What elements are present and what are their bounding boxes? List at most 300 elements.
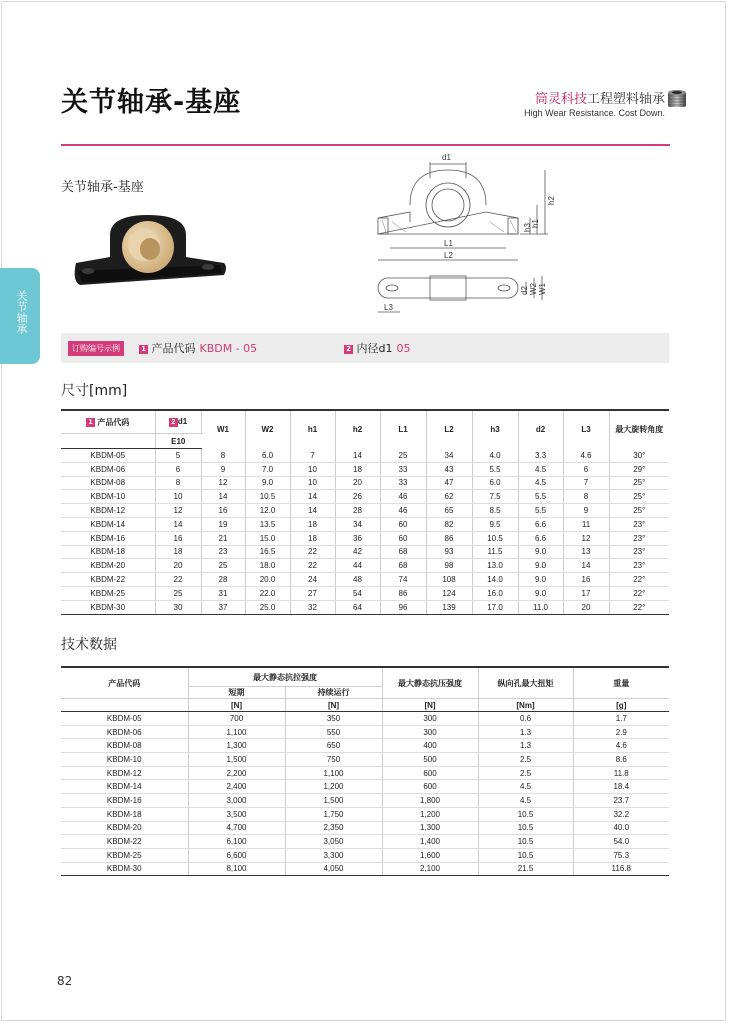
table-cell: 9 — [201, 462, 245, 476]
table-cell: 18.4 — [573, 780, 669, 794]
table-cell: 1,600 — [382, 848, 478, 862]
table-cell: 13.5 — [245, 517, 290, 531]
table-cell: 13 — [563, 545, 609, 559]
table-row — [61, 780, 669, 794]
table-cell: 19 — [201, 517, 245, 531]
product-code-cell: KBDM-08 — [61, 476, 155, 490]
table-cell: 4.6 — [563, 449, 609, 463]
table-cell: 30 — [155, 600, 201, 614]
table-cell: 10.5 — [245, 490, 290, 504]
drawing-label-h2: h2 — [547, 196, 556, 205]
table-cell: 3,300 — [285, 848, 382, 862]
table-row — [61, 449, 669, 463]
table-cell: 20 — [335, 476, 380, 490]
table-cell: 11.8 — [573, 766, 669, 780]
table-cell: 20 — [155, 559, 201, 573]
product-code-cell: KBDM-10 — [61, 753, 188, 767]
table-cell: 8,100 — [188, 862, 285, 876]
table-cell: 4.5 — [518, 462, 563, 476]
table-cell: 12 — [201, 476, 245, 490]
order-product-code — [139, 340, 257, 356]
page-number: 82 — [57, 974, 73, 988]
unit-empty — [61, 699, 188, 712]
table-cell: 1,800 — [382, 794, 478, 808]
order-num-badge-2: 2 — [344, 345, 353, 354]
table-cell: 18 — [335, 462, 380, 476]
product-code-cell: KBDM-20 — [61, 559, 155, 573]
table-cell: 25.0 — [245, 600, 290, 614]
header-weight: 重量 — [573, 667, 669, 699]
table-cell: 11.0 — [518, 600, 563, 614]
brand-name-part2: 工程塑料轴承 — [586, 92, 665, 107]
table-cell: 25 — [201, 559, 245, 573]
table-cell: 21 — [201, 531, 245, 545]
table-cell: 14 — [201, 490, 245, 504]
product-code-cell: KBDM-22 — [61, 835, 188, 849]
table-cell: 31 — [201, 586, 245, 600]
table-cell: 10.5 — [472, 531, 518, 545]
table-cell: 54.0 — [573, 835, 669, 849]
header-product-code — [61, 410, 155, 434]
header-cell: L2 — [426, 410, 472, 449]
drawing-label-l3: L3 — [384, 303, 393, 312]
product-code-cell: KBDM-18 — [61, 545, 155, 559]
drawing-label-h3: h3 — [523, 223, 532, 232]
table-cell: 1.3 — [478, 725, 573, 739]
product-code-cell: KBDM-30 — [61, 862, 188, 876]
table-cell: 21.5 — [478, 862, 573, 876]
table-cell: 2,400 — [188, 780, 285, 794]
product-code-cell: KBDM-14 — [61, 780, 188, 794]
drawing-label-d1: d1 — [442, 153, 451, 162]
table-cell: 14 — [335, 449, 380, 463]
dimensions-body — [61, 449, 669, 615]
drawing-label-w1: W1 — [538, 283, 547, 295]
table-cell: 12.0 — [245, 504, 290, 518]
table-cell: 3,500 — [188, 807, 285, 821]
table-cell: 60 — [380, 531, 426, 545]
table-cell: 46 — [380, 504, 426, 518]
table-row — [61, 531, 669, 545]
header-cell: W1 — [201, 410, 245, 449]
table-cell: 7 — [563, 476, 609, 490]
table-cell: 1,100 — [188, 725, 285, 739]
unit-cell: [N] — [285, 699, 382, 712]
table-cell: 2,200 — [188, 766, 285, 780]
header-compressive-strength: 最大静态抗压强度 — [382, 667, 478, 699]
product-subtitle: 关节轴承-基座 — [61, 180, 144, 195]
order-example-tag: 订购编号示例 — [68, 341, 124, 356]
table-cell: 8 — [563, 490, 609, 504]
table-cell: 1,300 — [188, 739, 285, 753]
table-row — [61, 462, 669, 476]
table-cell: 82 — [426, 517, 472, 531]
order-inner-diameter-label: 内径d1 — [356, 342, 393, 355]
table-cell: 108 — [426, 573, 472, 587]
header-cell: L3 — [563, 410, 609, 449]
table-cell: 10.5 — [478, 835, 573, 849]
table-cell: 28 — [335, 504, 380, 518]
table-cell: 9.0 — [245, 476, 290, 490]
table-cell: 550 — [285, 725, 382, 739]
table-cell: 6.0 — [245, 449, 290, 463]
table-cell: 46 — [380, 490, 426, 504]
table-cell: 11 — [563, 517, 609, 531]
table-cell: 3,000 — [188, 794, 285, 808]
table-cell: 12 — [563, 531, 609, 545]
table-cell: 37 — [201, 600, 245, 614]
table-cell: 96 — [380, 600, 426, 614]
table-row — [61, 573, 669, 587]
header-cell: L1 — [380, 410, 426, 449]
table-row — [61, 517, 669, 531]
table-cell: 400 — [382, 739, 478, 753]
table-cell: 18.0 — [245, 559, 290, 573]
table-cell: 93 — [426, 545, 472, 559]
header-cell: 最大旋转角度 — [609, 410, 669, 449]
table-cell: 22° — [609, 573, 669, 587]
header-cell: h1 — [290, 410, 335, 449]
table-cell: 4.0 — [472, 449, 518, 463]
order-example-bar — [61, 333, 669, 363]
table-cell: 1,500 — [188, 753, 285, 767]
table-cell: 23° — [609, 531, 669, 545]
table-cell: 16 — [563, 573, 609, 587]
table-cell: 22 — [290, 559, 335, 573]
product-code-cell: KBDM-05 — [61, 712, 188, 726]
table-cell: 86 — [380, 586, 426, 600]
product-code-cell: KBDM-20 — [61, 821, 188, 835]
table-cell: 124 — [426, 586, 472, 600]
table-cell: 10 — [290, 462, 335, 476]
table-cell: 23 — [201, 545, 245, 559]
table-cell: 3,050 — [285, 835, 382, 849]
brand-name — [524, 88, 665, 107]
table-row — [61, 504, 669, 518]
table-cell: 48 — [335, 573, 380, 587]
table-cell: 1,200 — [382, 807, 478, 821]
table-cell: 1,500 — [285, 794, 382, 808]
header-cell: d2 — [518, 410, 563, 449]
table-cell: 3.3 — [518, 449, 563, 463]
table-cell: 22.0 — [245, 586, 290, 600]
table-cell: 65 — [426, 504, 472, 518]
table-cell: 20.0 — [245, 573, 290, 587]
table-cell: 18 — [290, 531, 335, 545]
table-row — [61, 821, 669, 835]
brand-block — [524, 88, 665, 118]
unit-cell: [N] — [188, 699, 285, 712]
col-num-badge-2: 2 — [169, 418, 178, 427]
table-row — [61, 835, 669, 849]
table-cell: 5 — [155, 449, 201, 463]
dimensions-heading: 尺寸[mm] — [61, 383, 128, 399]
table-cell: 6 — [155, 462, 201, 476]
table-cell: 7 — [290, 449, 335, 463]
product-code-cell: KBDM-18 — [61, 807, 188, 821]
table-cell: 4.5 — [478, 780, 573, 794]
table-cell: 139 — [426, 600, 472, 614]
product-code-cell: KBDM-16 — [61, 794, 188, 808]
table-cell: 68 — [380, 559, 426, 573]
order-inner-diameter-value: 05 — [396, 342, 411, 355]
table-cell: 25 — [380, 449, 426, 463]
table-cell: 5.5 — [518, 490, 563, 504]
table-cell: 9.5 — [472, 517, 518, 531]
table-cell: 22 — [155, 573, 201, 587]
table-cell: 28 — [201, 573, 245, 587]
table-cell: 23° — [609, 559, 669, 573]
table-cell: 1,400 — [382, 835, 478, 849]
table-cell: 75.3 — [573, 848, 669, 862]
table-cell: 43 — [426, 462, 472, 476]
table-cell: 15.0 — [245, 531, 290, 545]
header-cell: W2 — [245, 410, 290, 449]
table-cell: 6.6 — [518, 517, 563, 531]
table-cell: 18 — [155, 545, 201, 559]
table-cell: 22° — [609, 586, 669, 600]
dimensions-table — [61, 409, 669, 615]
table-cell: 350 — [285, 712, 382, 726]
table-row — [61, 476, 669, 490]
header-d1-label: d1 — [177, 417, 188, 427]
table-cell: 34 — [335, 517, 380, 531]
table-cell: 13.0 — [472, 559, 518, 573]
table-cell: 1.7 — [573, 712, 669, 726]
table-cell: 600 — [382, 766, 478, 780]
table-cell: 25° — [609, 476, 669, 490]
side-tab-label: 关节轴承 — [15, 290, 28, 334]
brand-slogan: High Wear Resistance. Cost Down. — [524, 108, 665, 118]
bearing-logo-icon — [666, 88, 688, 110]
table-cell: 17.0 — [472, 600, 518, 614]
header-d1 — [155, 410, 201, 434]
table-cell: 2.5 — [478, 753, 573, 767]
unit-cell: [g] — [573, 699, 669, 712]
table-cell: 22° — [609, 600, 669, 614]
table-cell: 8 — [201, 449, 245, 463]
technical-drawing — [370, 150, 570, 325]
product-code-cell: KBDM-22 — [61, 573, 155, 587]
header-cell: h3 — [472, 410, 518, 449]
header-product-code-label: 产品代码 — [97, 417, 130, 427]
header-product-code: 产品代码 — [61, 667, 188, 699]
table-cell: 54 — [335, 586, 380, 600]
drawing-label-l2: L2 — [444, 251, 453, 260]
table-row — [61, 545, 669, 559]
table-cell: 33 — [380, 462, 426, 476]
table-cell: 24 — [290, 573, 335, 587]
table-cell: 74 — [380, 573, 426, 587]
header-d1-tolerance: E10 — [155, 434, 201, 449]
table-cell: 4,700 — [188, 821, 285, 835]
product-code-cell: KBDM-12 — [61, 766, 188, 780]
product-code-cell: KBDM-06 — [61, 725, 188, 739]
table-row — [61, 586, 669, 600]
dimensions-header-row — [61, 410, 669, 434]
table-cell: 62 — [426, 490, 472, 504]
product-code-cell: KBDM-25 — [61, 586, 155, 600]
header-cell: h2 — [335, 410, 380, 449]
table-cell: 30° — [609, 449, 669, 463]
table-cell: 4,050 — [285, 862, 382, 876]
table-cell: 8.5 — [472, 504, 518, 518]
technical-body — [61, 712, 669, 876]
table-cell: 25° — [609, 490, 669, 504]
header-rule — [61, 144, 670, 146]
table-cell: 650 — [285, 739, 382, 753]
drawing-label-h1: h1 — [531, 219, 540, 228]
table-row — [61, 600, 669, 614]
table-cell: 16 — [155, 531, 201, 545]
table-cell: 6,100 — [188, 835, 285, 849]
product-code-cell: KBDM-08 — [61, 739, 188, 753]
table-cell: 25 — [155, 586, 201, 600]
table-row — [61, 862, 669, 876]
table-cell: 23° — [609, 517, 669, 531]
table-cell: 64 — [335, 600, 380, 614]
table-row — [61, 725, 669, 739]
table-cell: 300 — [382, 712, 478, 726]
unit-cell: [Nm] — [478, 699, 573, 712]
table-cell: 27 — [290, 586, 335, 600]
table-cell: 23.7 — [573, 794, 669, 808]
order-product-code-label: 产品代码 — [151, 342, 196, 355]
header-tensile-strength: 最大静态抗拉强度 — [188, 667, 382, 687]
table-cell: 9.0 — [518, 586, 563, 600]
product-code-cell: KBDM-14 — [61, 517, 155, 531]
table-cell: 10.5 — [478, 848, 573, 862]
table-cell: 2,100 — [382, 862, 478, 876]
table-cell: 17 — [563, 586, 609, 600]
table-cell: 10 — [290, 476, 335, 490]
product-code-cell: KBDM-30 — [61, 600, 155, 614]
table-row — [61, 766, 669, 780]
technical-heading: 技术数据 — [61, 637, 117, 653]
header-continuous: 持续运行 — [285, 687, 382, 699]
table-cell: 26 — [335, 490, 380, 504]
table-row — [61, 753, 669, 767]
table-cell: 4.5 — [478, 794, 573, 808]
header-short-term: 短期 — [188, 687, 285, 699]
table-cell: 1.3 — [478, 739, 573, 753]
table-cell: 8 — [155, 476, 201, 490]
table-cell: 25° — [609, 504, 669, 518]
product-code-cell: KBDM-10 — [61, 490, 155, 504]
technical-table — [61, 666, 669, 876]
table-cell: 12 — [155, 504, 201, 518]
table-cell: 1,100 — [285, 766, 382, 780]
table-cell: 18 — [290, 517, 335, 531]
table-cell: 116.8 — [573, 862, 669, 876]
table-cell: 1,750 — [285, 807, 382, 821]
table-cell: 22 — [290, 545, 335, 559]
table-cell: 500 — [382, 753, 478, 767]
table-cell: 16.5 — [245, 545, 290, 559]
brand-name-part1: 筒灵科技 — [534, 92, 587, 107]
table-cell: 4.6 — [573, 739, 669, 753]
table-cell: 40.0 — [573, 821, 669, 835]
table-cell: 300 — [382, 725, 478, 739]
technical-header-row — [61, 667, 669, 687]
table-cell: 14 — [290, 504, 335, 518]
side-category-tab[interactable] — [0, 268, 40, 364]
table-cell: 10 — [155, 490, 201, 504]
table-cell: 4.5 — [518, 476, 563, 490]
table-cell: 0.6 — [478, 712, 573, 726]
table-cell: 86 — [426, 531, 472, 545]
table-cell: 68 — [380, 545, 426, 559]
table-cell: 5.5 — [518, 504, 563, 518]
table-cell: 14 — [563, 559, 609, 573]
product-code-cell: KBDM-25 — [61, 848, 188, 862]
header-max-torque: 纵向孔最大扭矩 — [478, 667, 573, 699]
table-cell: 32 — [290, 600, 335, 614]
order-product-code-value: KBDM - 05 — [199, 342, 258, 355]
drawing-label-w2: W2 — [529, 283, 538, 295]
table-cell: 1,200 — [285, 780, 382, 794]
table-cell: 6 — [563, 462, 609, 476]
table-cell: 9.0 — [518, 559, 563, 573]
product-code-cell: KBDM-05 — [61, 449, 155, 463]
table-cell: 6,600 — [188, 848, 285, 862]
product-photo — [70, 205, 230, 293]
table-cell: 7.5 — [472, 490, 518, 504]
table-cell: 47 — [426, 476, 472, 490]
table-cell: 8.6 — [573, 753, 669, 767]
header-empty — [61, 434, 155, 449]
table-cell: 7.0 — [245, 462, 290, 476]
table-cell: 9 — [563, 504, 609, 518]
table-cell: 6.0 — [472, 476, 518, 490]
table-cell: 16.0 — [472, 586, 518, 600]
table-cell: 32.2 — [573, 807, 669, 821]
table-cell: 60 — [380, 517, 426, 531]
table-row — [61, 490, 669, 504]
table-cell: 20 — [563, 600, 609, 614]
table-cell: 16 — [201, 504, 245, 518]
drawing-label-d2: d2 — [520, 286, 529, 295]
table-row — [61, 712, 669, 726]
table-cell: 2.9 — [573, 725, 669, 739]
table-cell: 11.5 — [472, 545, 518, 559]
table-cell: 42 — [335, 545, 380, 559]
page-title: 关节轴承-基座 — [61, 87, 242, 118]
table-cell: 9.0 — [518, 573, 563, 587]
table-cell: 98 — [426, 559, 472, 573]
table-cell: 34 — [426, 449, 472, 463]
table-cell: 44 — [335, 559, 380, 573]
table-cell: 29° — [609, 462, 669, 476]
table-row — [61, 848, 669, 862]
col-num-badge-1: 1 — [86, 418, 95, 427]
table-cell: 14 — [290, 490, 335, 504]
table-row — [61, 807, 669, 821]
table-cell: 2,350 — [285, 821, 382, 835]
table-cell: 2.5 — [478, 766, 573, 780]
table-cell: 9.0 — [518, 545, 563, 559]
table-row — [61, 559, 669, 573]
table-row — [61, 739, 669, 753]
table-cell: 6.6 — [518, 531, 563, 545]
table-cell: 700 — [188, 712, 285, 726]
table-cell: 10.5 — [478, 821, 573, 835]
table-cell: 750 — [285, 753, 382, 767]
order-inner-diameter — [344, 340, 410, 356]
unit-cell: [N] — [382, 699, 478, 712]
table-cell: 10.5 — [478, 807, 573, 821]
table-cell: 14 — [155, 517, 201, 531]
